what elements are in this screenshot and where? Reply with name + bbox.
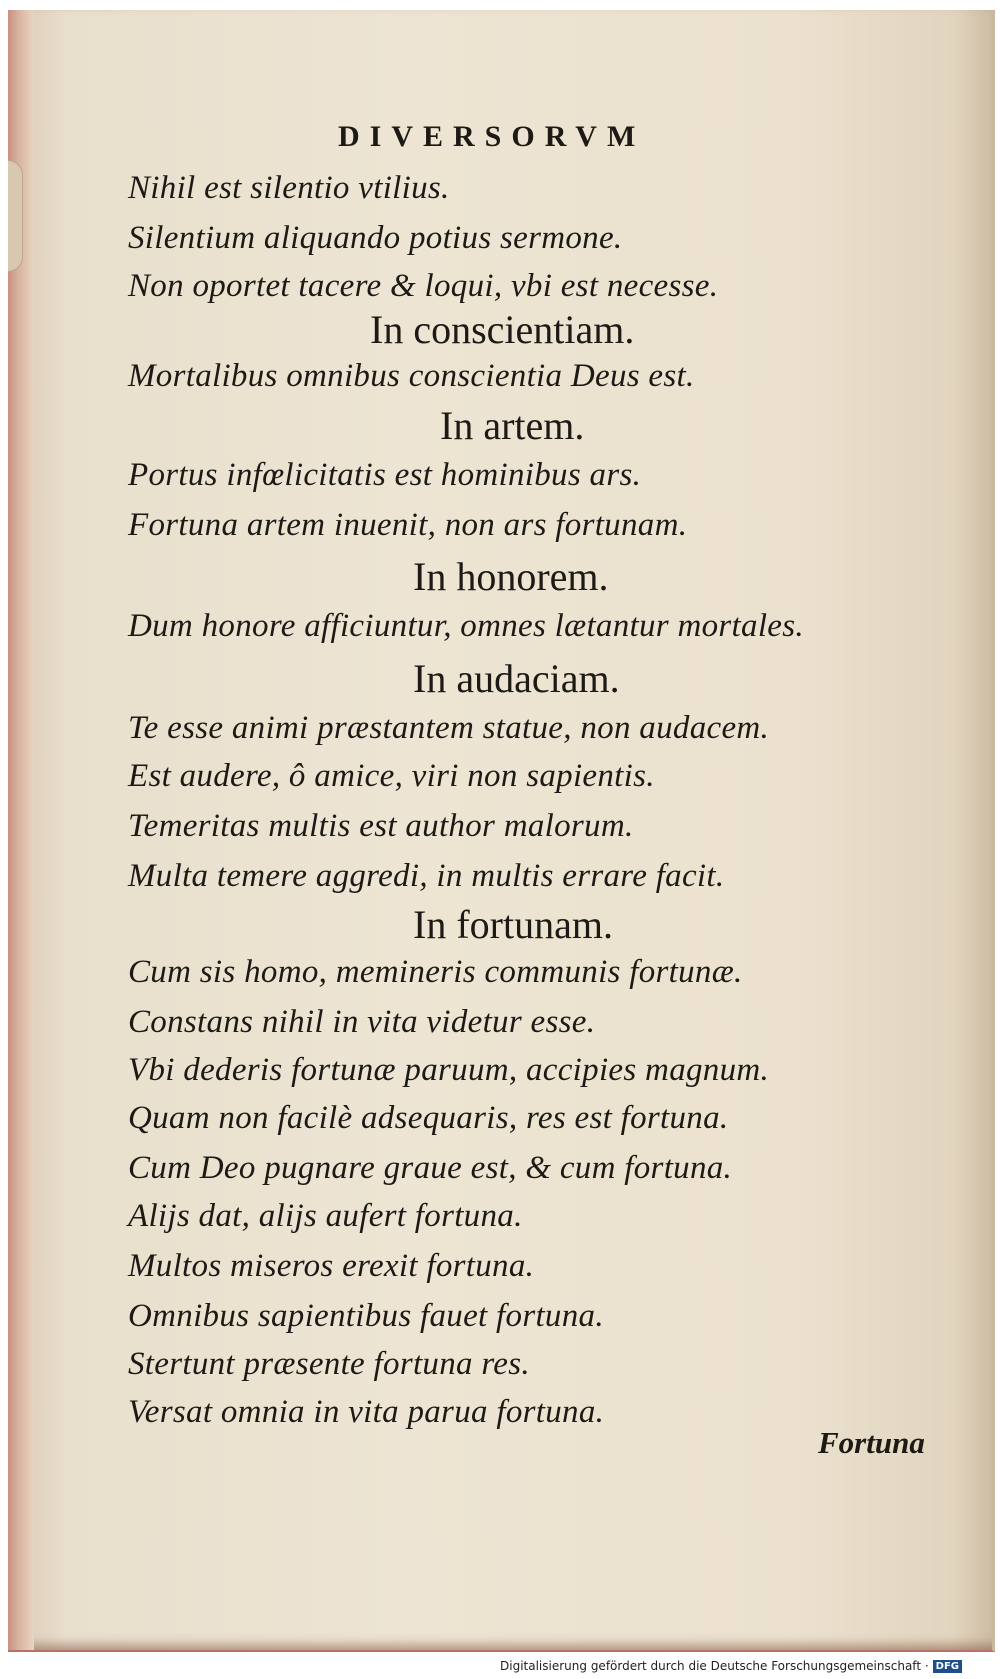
text-line: Multos miseros erexit fortuna. [128, 1248, 535, 1284]
book-page [8, 10, 995, 1652]
text-line: Silentium aliquando potius sermone. [128, 220, 623, 256]
text-line: Cum sis homo, memineris communis fortunæ. [128, 954, 743, 990]
text-line: Vbi dederis fortunæ paruum, accipies magnum. [128, 1052, 770, 1088]
running-header: DIVERSORVM [338, 120, 646, 153]
text-line: Omnibus sapientibus fauet fortuna. [128, 1298, 604, 1334]
text-line: Cum Deo pugnare graue est, & cum fortuna. [128, 1150, 733, 1186]
text-line: Non oportet tacere & loqui, vbi est necesse. [128, 268, 719, 304]
dfg-logo: DFG [933, 1660, 962, 1673]
text-line: Nihil est silentio vtilius. [128, 170, 450, 206]
section-heading: In artem. [440, 403, 585, 448]
text-line: Te esse animi præstantem statue, non audacem. [128, 710, 770, 746]
section-heading: In fortunam. [413, 902, 613, 947]
text-line: Mortalibus omnibus conscientia Deus est. [128, 358, 695, 394]
text-line: Constans nihil in vita videtur esse. [128, 1004, 596, 1040]
text-line: Est audere, ô amice, viri non sapientis. [128, 758, 655, 794]
text-line: Alijs dat, alijs aufert fortuna. [128, 1198, 523, 1234]
text-line: Stertunt præsente fortuna res. [128, 1346, 530, 1382]
text-line: Multa temere aggredi, in multis errare facit. [128, 858, 725, 894]
text-line: Portus infœlicitatis est hominibus ars. [128, 457, 642, 493]
section-heading: In audaciam. [413, 656, 620, 701]
text-line: Temeritas multis est author malorum. [128, 808, 634, 844]
text-line: Fortuna artem inuenit, non ars fortunam. [128, 507, 688, 543]
credit-text: Digitalisierung gefördert durch die Deutsche Forschungsgemeinschaft · [500, 1659, 929, 1673]
text-line: Versat omnia in vita parua fortuna. [128, 1394, 605, 1430]
text-line: Quam non facilè adsequaris, res est fortuna. [128, 1100, 729, 1136]
text-line: Dum honore afficiuntur, omnes lætantur mortales. [128, 608, 804, 644]
section-heading: In honorem. [413, 554, 609, 599]
section-heading: In conscientiam. [370, 307, 635, 352]
digitization-credit [500, 1659, 962, 1673]
catchword: Fortuna [818, 1425, 925, 1460]
page-tab [8, 160, 23, 272]
